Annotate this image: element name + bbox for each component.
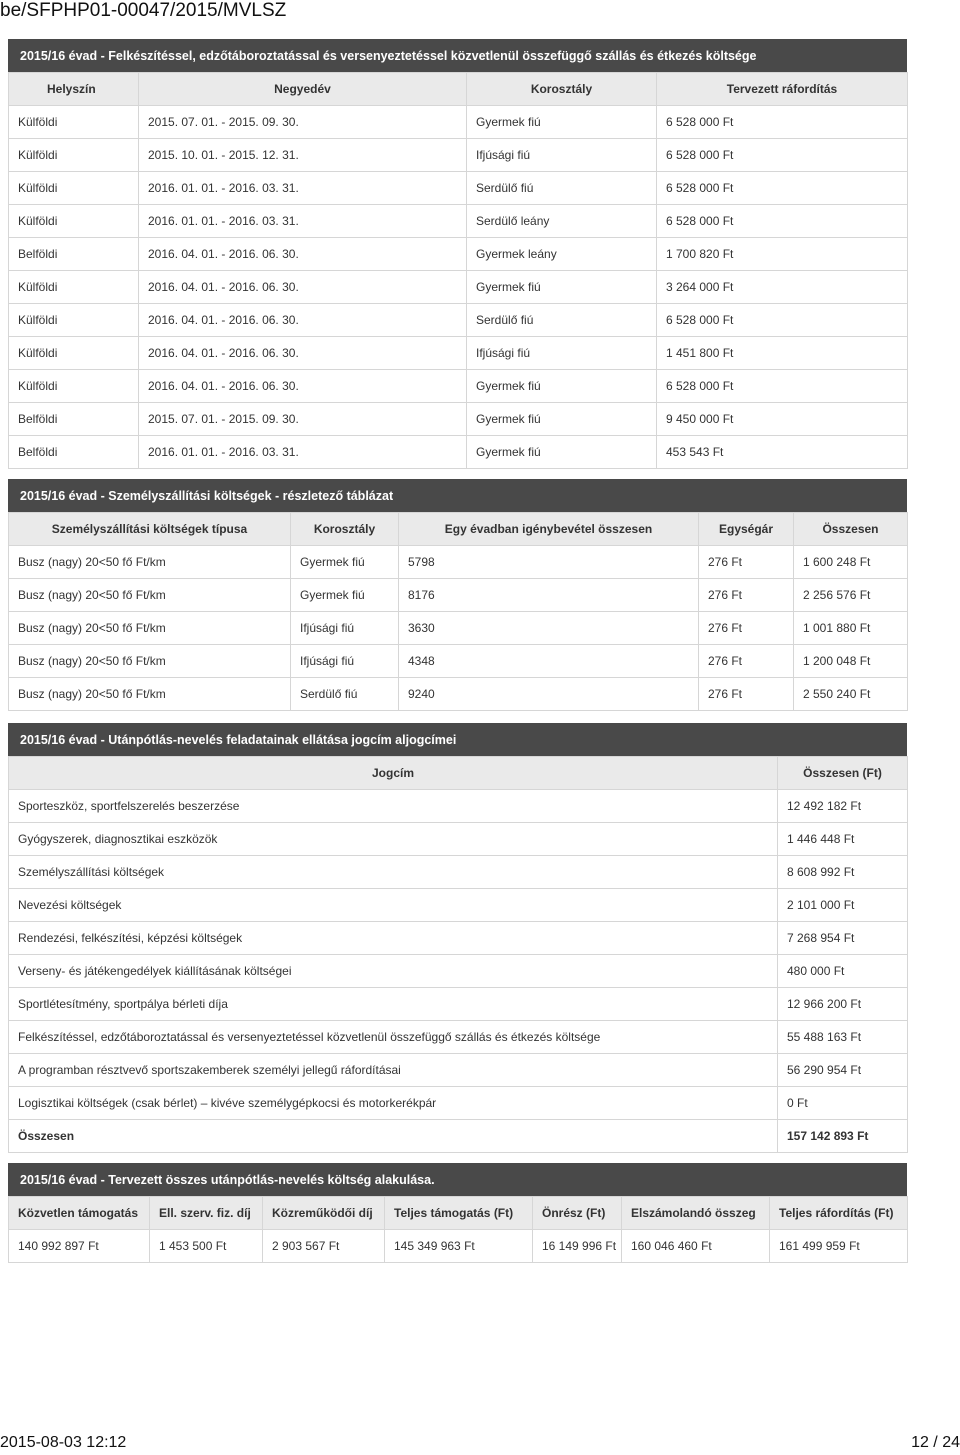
table-cell: Belföldi bbox=[9, 403, 139, 436]
table-cell: Ifjúsági fiú bbox=[291, 612, 399, 645]
table-cell: Külföldi bbox=[9, 172, 139, 205]
column-header: Jogcím bbox=[9, 757, 778, 790]
footer-page-number: 12 / 24 bbox=[911, 1434, 960, 1451]
table-cell: 2016. 01. 01. - 2016. 03. 31. bbox=[139, 436, 467, 469]
table-cell: Serdülő fiú bbox=[291, 678, 399, 711]
table-cell: 56 290 954 Ft bbox=[778, 1054, 908, 1087]
document-id: be/SFPHP01-00047/2015/MVLSZ bbox=[0, 0, 287, 21]
table-header-row bbox=[9, 1197, 908, 1230]
table-row bbox=[9, 889, 908, 922]
table-row bbox=[9, 1021, 908, 1054]
table-cell: 2016. 04. 01. - 2016. 06. 30. bbox=[139, 271, 467, 304]
column-header: Teljes támogatás (Ft) bbox=[385, 1197, 533, 1230]
table-cell: Serdülő leány bbox=[467, 205, 657, 238]
section-title: 2015/16 évad - Személyszállítási költségek - részletező táblázat bbox=[8, 479, 907, 512]
transport-table bbox=[8, 512, 908, 711]
table-cell: Külföldi bbox=[9, 139, 139, 172]
table-cell: Gyermek fiú bbox=[467, 370, 657, 403]
table-cell: 6 528 000 Ft bbox=[657, 172, 908, 205]
table-cell: Verseny- és játékengedélyek kiállításának költségei bbox=[9, 955, 778, 988]
table-cell: 6 528 000 Ft bbox=[657, 304, 908, 337]
table-cell: 480 000 Ft bbox=[778, 955, 908, 988]
table-cell: Gyermek fiú bbox=[467, 271, 657, 304]
table-cell: 1 451 800 Ft bbox=[657, 337, 908, 370]
table-cell: Személyszállítási költségek bbox=[9, 856, 778, 889]
table-row bbox=[9, 678, 908, 711]
table-cell: Felkészítéssel, edzőtáboroztatással és versenyeztetéssel közvetlenül összefüggő szállás és étkezés költsége bbox=[9, 1021, 778, 1054]
table-cell: Busz (nagy) 20<50 fő Ft/km bbox=[9, 678, 291, 711]
table-cell: 2 550 240 Ft bbox=[794, 678, 908, 711]
table-row bbox=[9, 645, 908, 678]
table-cell: Gyermek leány bbox=[467, 238, 657, 271]
section-accommodation-costs bbox=[8, 39, 907, 469]
table-cell: Sporteszköz, sportfelszerelés beszerzése bbox=[9, 790, 778, 823]
table-cell: Busz (nagy) 20<50 fő Ft/km bbox=[9, 612, 291, 645]
table-cell: 0 Ft bbox=[778, 1087, 908, 1120]
table-cell: 2 903 567 Ft bbox=[263, 1230, 385, 1263]
table-cell: Busz (nagy) 20<50 fő Ft/km bbox=[9, 645, 291, 678]
table-cell: Gyermek fiú bbox=[467, 106, 657, 139]
total-cell: Összesen bbox=[9, 1120, 778, 1153]
column-header: Helyszín bbox=[9, 73, 139, 106]
table-row bbox=[9, 1087, 908, 1120]
column-header: Teljes ráfordítás (Ft) bbox=[770, 1197, 908, 1230]
table-cell: 9240 bbox=[399, 678, 699, 711]
table-row bbox=[9, 922, 908, 955]
table-row bbox=[9, 988, 908, 1021]
column-header: Közreműködői díj bbox=[263, 1197, 385, 1230]
table-cell: 1 446 448 Ft bbox=[778, 823, 908, 856]
table-cell: Belföldi bbox=[9, 436, 139, 469]
table-cell: Ifjúsági fiú bbox=[291, 645, 399, 678]
table-cell: 161 499 959 Ft bbox=[770, 1230, 908, 1263]
table-cell: 12 966 200 Ft bbox=[778, 988, 908, 1021]
table-cell: A programban résztvevő sportszakemberek személyi jellegű ráfordításai bbox=[9, 1054, 778, 1087]
table-row bbox=[9, 205, 908, 238]
table-row bbox=[9, 546, 908, 579]
table-row bbox=[9, 403, 908, 436]
table-row bbox=[9, 172, 908, 205]
table-cell: 2016. 04. 01. - 2016. 06. 30. bbox=[139, 370, 467, 403]
table-row bbox=[9, 856, 908, 889]
table-cell: 2 256 576 Ft bbox=[794, 579, 908, 612]
total-cell: 157 142 893 Ft bbox=[778, 1120, 908, 1153]
table-cell: 2016. 04. 01. - 2016. 06. 30. bbox=[139, 238, 467, 271]
column-header: Korosztály bbox=[467, 73, 657, 106]
table-cell: 2016. 04. 01. - 2016. 06. 30. bbox=[139, 337, 467, 370]
total-row bbox=[9, 1120, 908, 1153]
table-cell: 276 Ft bbox=[699, 645, 794, 678]
table-cell: Serdülő fiú bbox=[467, 172, 657, 205]
table-row bbox=[9, 436, 908, 469]
column-header: Egy évadban igénybevétel összesen bbox=[399, 513, 699, 546]
total-cost-table bbox=[8, 1196, 908, 1263]
column-header: Közvetlen támogatás bbox=[9, 1197, 150, 1230]
section-title: 2015/16 évad - Felkészítéssel, edzőtáboroztatással és versenyeztetéssel közvetlenül összefüggő szállás és étkezés költsége bbox=[8, 39, 907, 72]
table-cell: Ifjúsági fiú bbox=[467, 337, 657, 370]
table-cell: Külföldi bbox=[9, 205, 139, 238]
table-cell: 16 149 996 Ft bbox=[533, 1230, 622, 1263]
table-row bbox=[9, 106, 908, 139]
table-cell: 2016. 01. 01. - 2016. 03. 31. bbox=[139, 172, 467, 205]
column-header: Ell. szerv. fiz. díj bbox=[150, 1197, 263, 1230]
table-header-row bbox=[9, 73, 908, 106]
table-row bbox=[9, 955, 908, 988]
table-header-row bbox=[9, 757, 908, 790]
table-cell: Rendezési, felkészítési, képzési költségek bbox=[9, 922, 778, 955]
table-row bbox=[9, 1230, 908, 1263]
table-cell: Gyógyszerek, diagnosztikai eszközök bbox=[9, 823, 778, 856]
table-cell: Külföldi bbox=[9, 337, 139, 370]
table-row bbox=[9, 238, 908, 271]
section-title: 2015/16 évad - Tervezett összes utánpótlás-nevelés költség alakulása. bbox=[8, 1163, 907, 1196]
table-cell: Gyermek fiú bbox=[291, 546, 399, 579]
table-cell: 1 600 248 Ft bbox=[794, 546, 908, 579]
accommodation-table bbox=[8, 72, 908, 469]
table-cell: 3 264 000 Ft bbox=[657, 271, 908, 304]
table-cell: 2015. 07. 01. - 2015. 09. 30. bbox=[139, 403, 467, 436]
table-cell: 2016. 04. 01. - 2016. 06. 30. bbox=[139, 304, 467, 337]
table-cell: 3630 bbox=[399, 612, 699, 645]
table-cell: Busz (nagy) 20<50 fő Ft/km bbox=[9, 546, 291, 579]
table-row bbox=[9, 790, 908, 823]
table-cell: 145 349 963 Ft bbox=[385, 1230, 533, 1263]
table-cell: 5798 bbox=[399, 546, 699, 579]
table-cell: 6 528 000 Ft bbox=[657, 139, 908, 172]
table-cell: Külföldi bbox=[9, 106, 139, 139]
table-cell: 2015. 07. 01. - 2015. 09. 30. bbox=[139, 106, 467, 139]
table-cell: Nevezési költségek bbox=[9, 889, 778, 922]
table-cell: 160 046 460 Ft bbox=[622, 1230, 770, 1263]
table-cell: 140 992 897 Ft bbox=[9, 1230, 150, 1263]
table-cell: 1 700 820 Ft bbox=[657, 238, 908, 271]
section-transport-costs bbox=[8, 479, 907, 711]
table-cell: Belföldi bbox=[9, 238, 139, 271]
table-cell: Busz (nagy) 20<50 fő Ft/km bbox=[9, 579, 291, 612]
table-row bbox=[9, 1054, 908, 1087]
table-cell: 4348 bbox=[399, 645, 699, 678]
table-cell: 2015. 10. 01. - 2015. 12. 31. bbox=[139, 139, 467, 172]
table-row bbox=[9, 304, 908, 337]
table-cell: 6 528 000 Ft bbox=[657, 106, 908, 139]
table-cell: 55 488 163 Ft bbox=[778, 1021, 908, 1054]
section-subcategories bbox=[8, 723, 907, 1153]
section-title: 2015/16 évad - Utánpótlás-nevelés feladatainak ellátása jogcím aljogcímei bbox=[8, 723, 907, 756]
table-cell: Logisztikai költségek (csak bérlet) – kivéve személygépkocsi és motorkerékpár bbox=[9, 1087, 778, 1120]
table-row bbox=[9, 271, 908, 304]
table-cell: Gyermek fiú bbox=[467, 403, 657, 436]
table-cell: 276 Ft bbox=[699, 546, 794, 579]
column-header: Elszámolandó összeg bbox=[622, 1197, 770, 1230]
table-cell: Ifjúsági fiú bbox=[467, 139, 657, 172]
table-cell: 8 608 992 Ft bbox=[778, 856, 908, 889]
table-cell: 1 001 880 Ft bbox=[794, 612, 908, 645]
column-header: Tervezett ráfordítás bbox=[657, 73, 908, 106]
table-cell: Gyermek fiú bbox=[291, 579, 399, 612]
table-cell: 1 200 048 Ft bbox=[794, 645, 908, 678]
table-cell: 453 543 Ft bbox=[657, 436, 908, 469]
table-cell: 8176 bbox=[399, 579, 699, 612]
table-row bbox=[9, 370, 908, 403]
table-cell: 9 450 000 Ft bbox=[657, 403, 908, 436]
subcategory-table bbox=[8, 756, 908, 1153]
table-row bbox=[9, 139, 908, 172]
column-header: Önrész (Ft) bbox=[533, 1197, 622, 1230]
section-total-costs bbox=[8, 1163, 907, 1263]
table-cell: Külföldi bbox=[9, 271, 139, 304]
table-row bbox=[9, 337, 908, 370]
table-row bbox=[9, 579, 908, 612]
table-cell: 1 453 500 Ft bbox=[150, 1230, 263, 1263]
table-cell: 2 101 000 Ft bbox=[778, 889, 908, 922]
table-row bbox=[9, 612, 908, 645]
table-header-row bbox=[9, 513, 908, 546]
table-cell: 276 Ft bbox=[699, 612, 794, 645]
column-header: Összesen bbox=[794, 513, 908, 546]
column-header: Összesen (Ft) bbox=[778, 757, 908, 790]
table-cell: Gyermek fiú bbox=[467, 436, 657, 469]
table-row bbox=[9, 823, 908, 856]
table-cell: Serdülő fiú bbox=[467, 304, 657, 337]
column-header: Személyszállítási költségek típusa bbox=[9, 513, 291, 546]
column-header: Negyedév bbox=[139, 73, 467, 106]
table-cell: 12 492 182 Ft bbox=[778, 790, 908, 823]
table-cell: 6 528 000 Ft bbox=[657, 370, 908, 403]
table-cell: Külföldi bbox=[9, 304, 139, 337]
table-cell: 2016. 01. 01. - 2016. 03. 31. bbox=[139, 205, 467, 238]
footer-timestamp: 2015-08-03 12:12 bbox=[0, 1434, 127, 1451]
column-header: Egységár bbox=[699, 513, 794, 546]
column-header: Korosztály bbox=[291, 513, 399, 546]
table-cell: 7 268 954 Ft bbox=[778, 922, 908, 955]
table-cell: 276 Ft bbox=[699, 579, 794, 612]
table-cell: Külföldi bbox=[9, 370, 139, 403]
table-cell: Sportlétesítmény, sportpálya bérleti díja bbox=[9, 988, 778, 1021]
table-cell: 6 528 000 Ft bbox=[657, 205, 908, 238]
table-cell: 276 Ft bbox=[699, 678, 794, 711]
